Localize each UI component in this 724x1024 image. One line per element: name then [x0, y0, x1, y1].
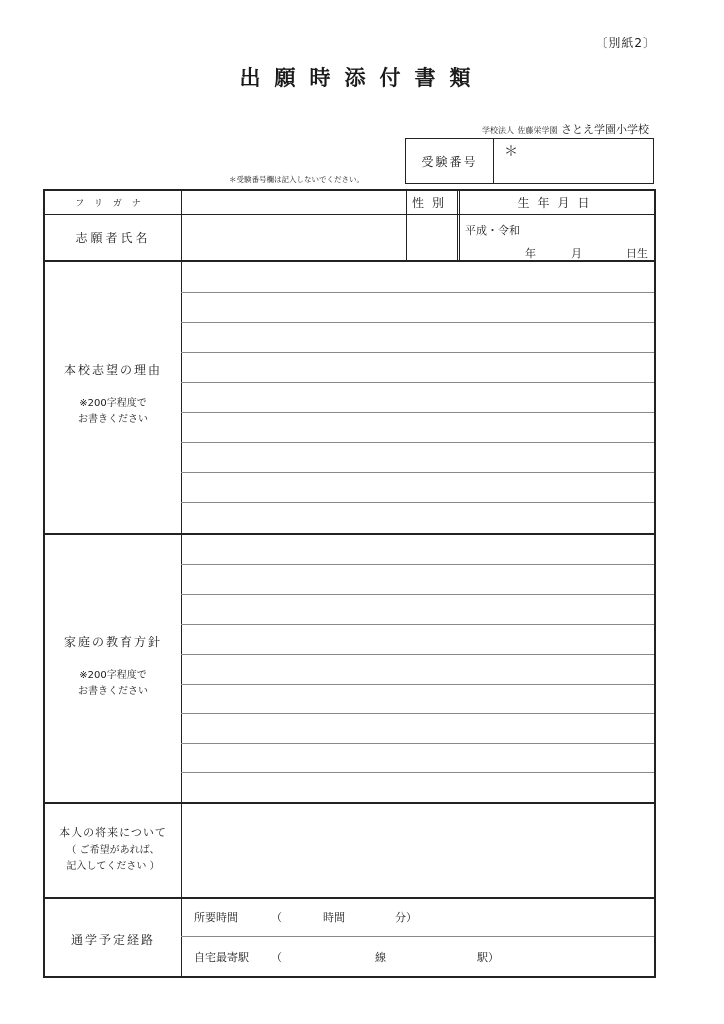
application-form: [43, 189, 656, 978]
document-title: 出願時添付書類: [239, 66, 485, 90]
furigana-field[interactable]: [182, 191, 406, 214]
writing-line: [181, 382, 654, 383]
reason-note: お書きください: [78, 414, 148, 425]
gender-label: 性別: [411, 196, 452, 210]
reason-label-block: [45, 361, 181, 428]
corp-prefix: 学校法人: [482, 126, 514, 135]
writing-line: [181, 772, 654, 773]
nearest-station-prefix: 自宅最寄駅: [194, 951, 249, 964]
policy-label: 家庭の教育方針: [63, 635, 162, 649]
reason-note: ※200字程度で: [79, 398, 147, 409]
applicant-name-field[interactable]: [182, 215, 406, 260]
birth-day: 日生: [626, 247, 648, 260]
exam-number-box: [405, 138, 654, 184]
exam-number-label: 受験番号: [406, 139, 494, 183]
future-label: 本人の将来について: [59, 826, 167, 839]
future-field[interactable]: [182, 804, 656, 896]
divider: [457, 191, 458, 260]
writing-line: [181, 654, 654, 655]
writing-line: [181, 594, 654, 595]
future-note: （ ご希望があれば、: [66, 845, 160, 856]
writing-line: [181, 292, 654, 293]
applicant-name-label: 志願者氏名: [75, 231, 151, 245]
writing-line: [181, 564, 654, 565]
policy-note: ※200字程度で: [79, 670, 147, 681]
writing-line: [181, 624, 654, 625]
school-name: [482, 121, 649, 137]
policy-note: お書きください: [78, 686, 148, 697]
divider: [406, 191, 407, 260]
nearest-station-station: 駅）: [477, 951, 499, 964]
writing-line: [181, 743, 654, 744]
birthdate-label: 生年月日: [517, 196, 598, 210]
birth-era: 平成・令和: [465, 224, 520, 237]
writing-line: [181, 713, 654, 714]
writing-line: [181, 322, 654, 323]
nearest-station-open: （: [271, 951, 282, 964]
birth-month: 月: [571, 247, 582, 260]
travel-time-prefix: 所要時間: [194, 911, 238, 924]
writing-line: [181, 472, 654, 473]
gender-field[interactable]: [407, 215, 457, 260]
exam-number-field[interactable]: ＊: [504, 144, 518, 160]
future-label-block: [45, 824, 181, 875]
travel-time-minutes: 分）: [395, 911, 417, 924]
school-name-text: さとえ学園小学校: [561, 123, 649, 136]
annex-label: 〔別紙2〕: [595, 36, 656, 50]
reason-label: 本校志望の理由: [63, 363, 162, 377]
reason-field[interactable]: [182, 262, 656, 532]
future-note: 記入してください ）: [66, 861, 160, 872]
writing-line: [181, 502, 654, 503]
writing-line: [181, 442, 654, 443]
travel-time-hours: 時間: [323, 911, 345, 924]
nearest-station-line: 線: [375, 951, 386, 964]
policy-field[interactable]: [182, 535, 656, 801]
divider: [459, 191, 460, 260]
writing-line: [181, 352, 654, 353]
writing-line: [181, 412, 654, 413]
travel-time-open: （: [271, 911, 282, 924]
policy-label-block: [45, 633, 181, 700]
divider: [45, 214, 654, 215]
birth-year: 年: [525, 247, 536, 260]
exam-number-note: ＊受験番号欄は記入しないでください。: [229, 175, 364, 184]
writing-line: [181, 684, 654, 685]
commute-label: 通学予定経路: [70, 933, 155, 947]
corp-name: 佐藤栄学園: [517, 126, 558, 135]
furigana-label: フリガナ: [75, 199, 151, 209]
commute-field[interactable]: [182, 899, 656, 977]
